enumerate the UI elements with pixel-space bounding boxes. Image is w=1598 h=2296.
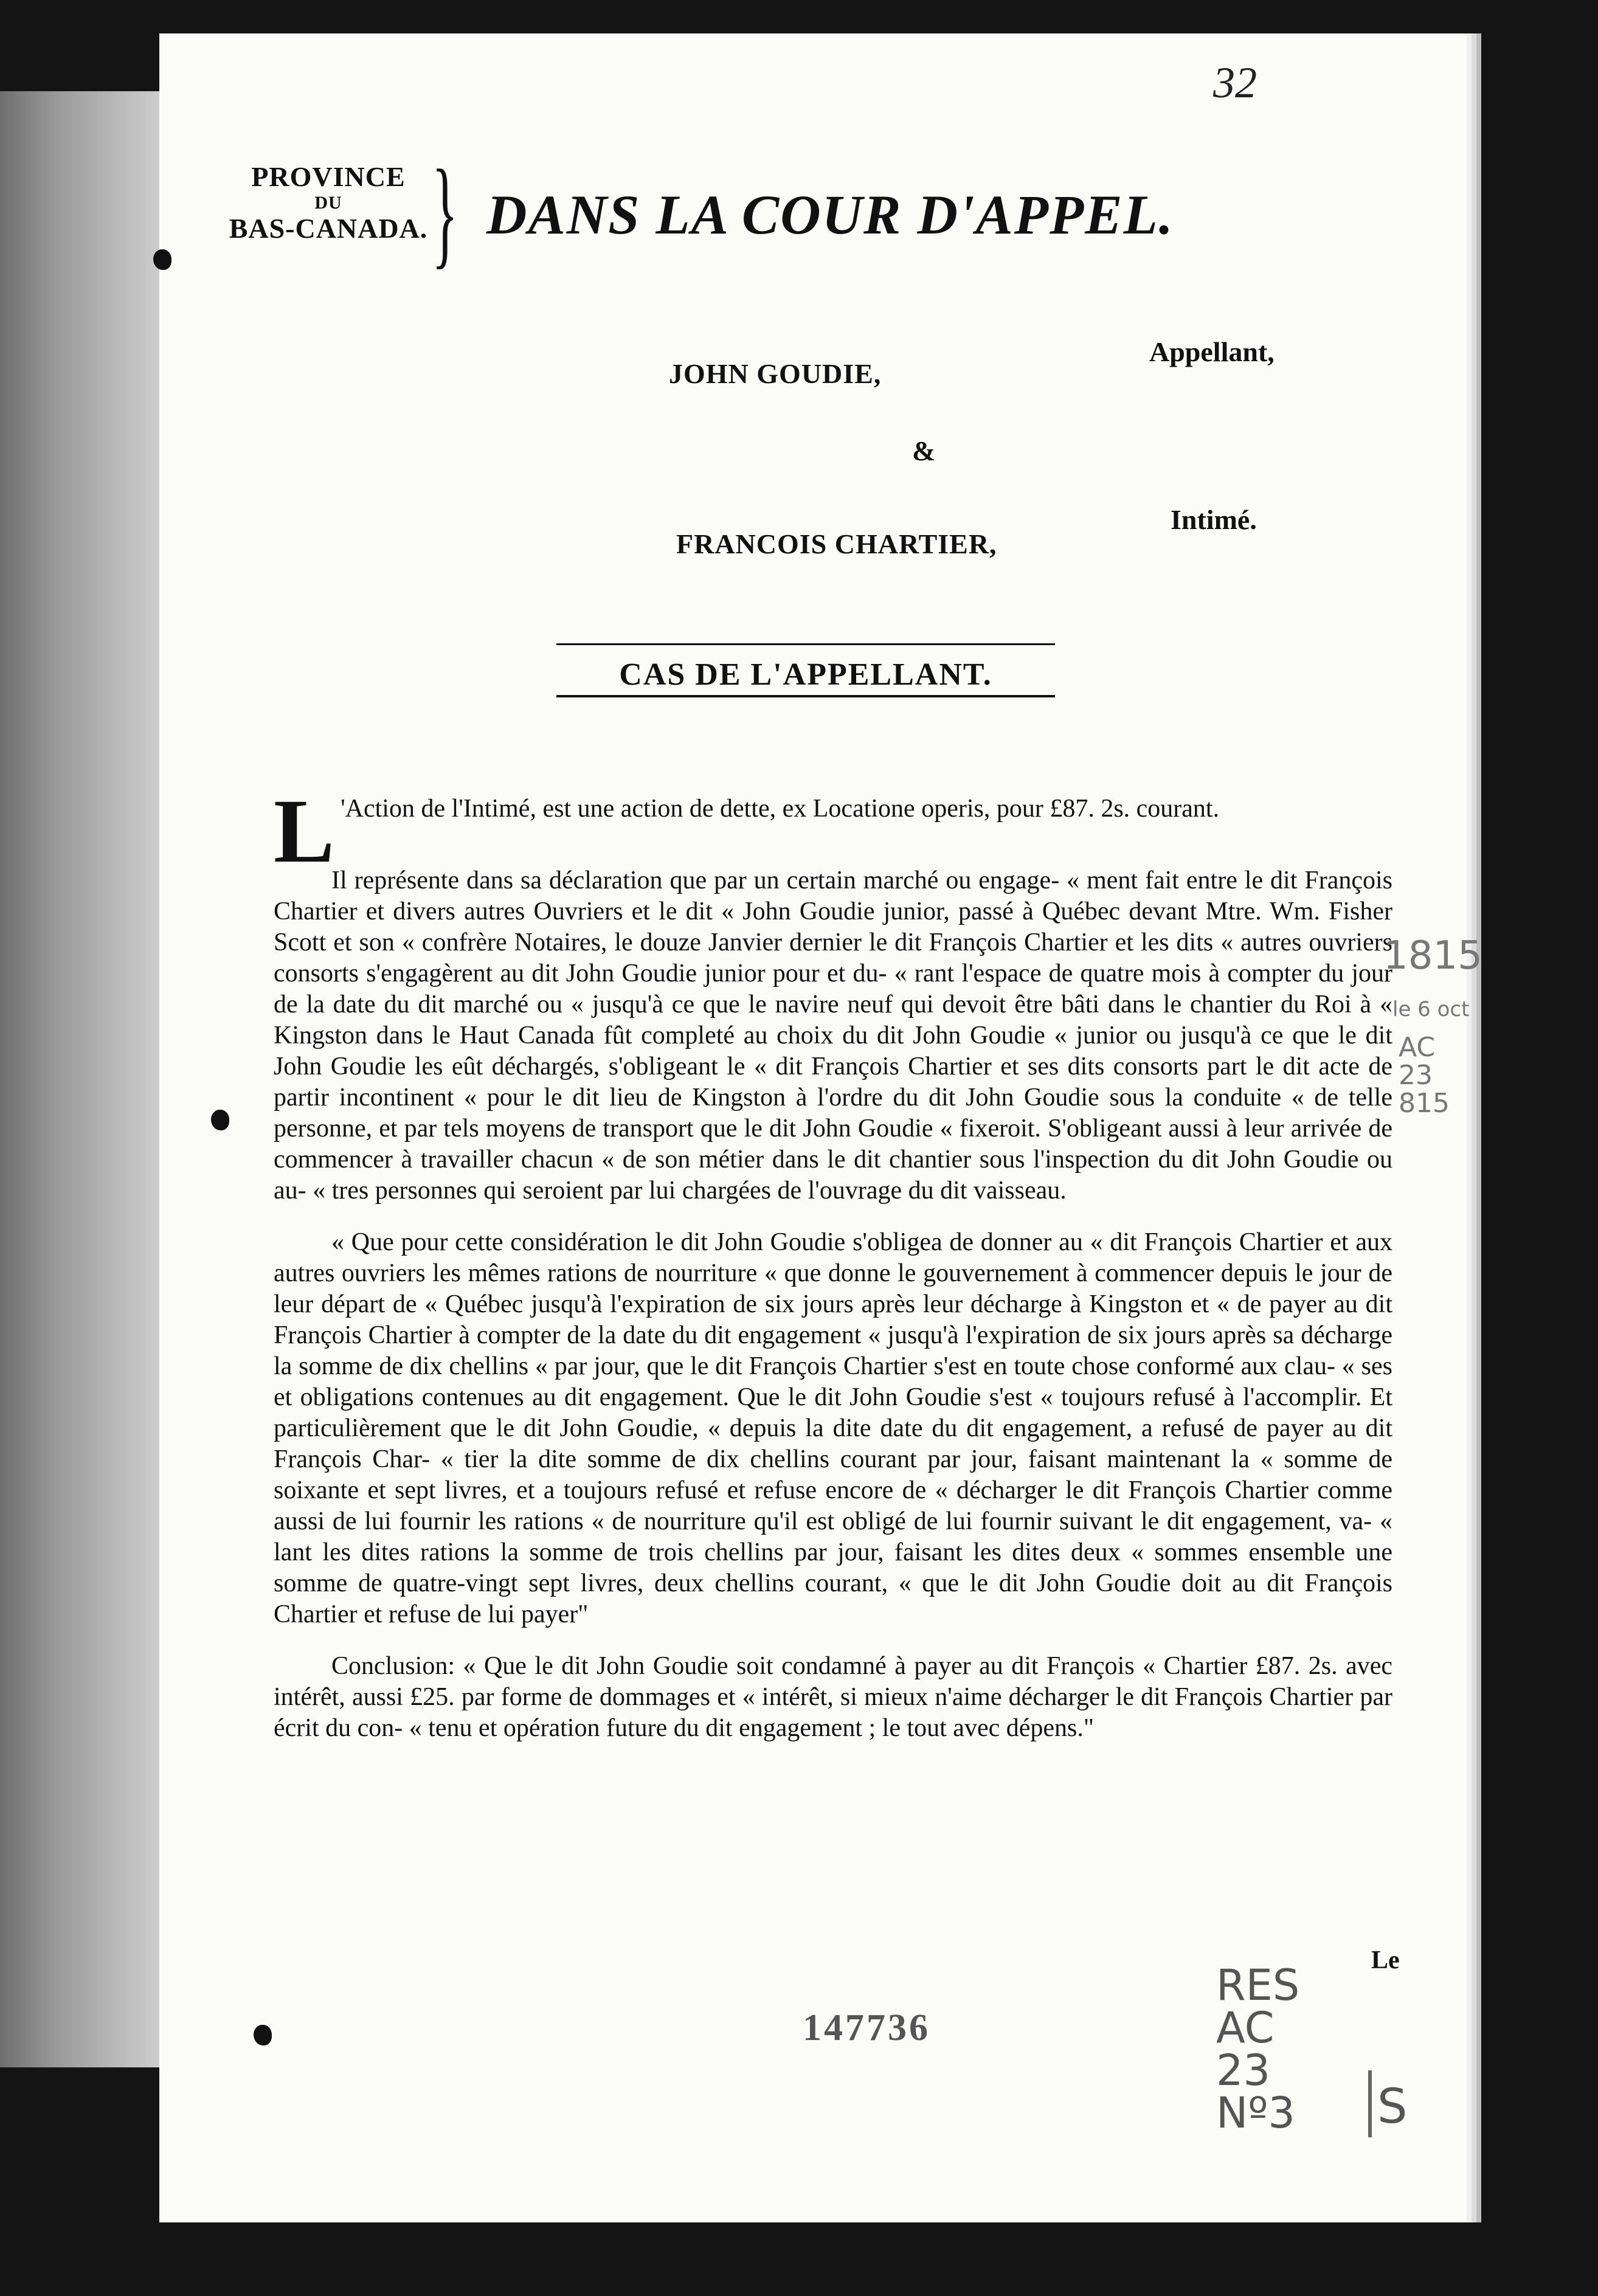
appellant-role: Appellant, xyxy=(1149,336,1275,367)
catchword: Le xyxy=(1371,1946,1400,1974)
respondent-name: FRANCOIS CHARTIER, xyxy=(676,528,997,559)
province-heading xyxy=(219,161,438,244)
paragraph-3: « Que pour cette considération le dit John Goudie s'obligea de donner au « dit François Chartier et aux autres ouvriers les mêmes rations de nourriture « que donne le gouvernement à commencer depuis le jour de leur départ de « Québec jusqu'à l'expiration de six jours après leur décharge à Kingston et « de payer au dit François Chartier à compter de la date du dit engagement « jusqu'à l'expiration de six jours après sa décharge la somme de dix chellins « par jour, que le dit François Chartier s'est en toute chose conformé aux clau- « ses et obligations contenues au dit engagement. Que le dit John Goudie s'est « toujours refusé à l'accomplir. Et particulièrement que le dit John Goudie, « depuis la dite date du dit engagement, a refusé de payer au dit François Char- « tier la dite somme de dix chellins courant par jour, faisant maintenant la « somme de soixante et sept livres, et a toujours refusé et refuse encore de « décharger le dit François Chartier comme aussi de lui fournir les rations « de nourriture qu'il est obligé de lui fournir suivant le dit engagement, va- « lant les dites rations la somme de trois chellins par jour, faisant les dites deux « sommes ensemble une somme de quatre-vingt sept livres, deux chellins courant, « que le dit John Goudie doit au dit François Chartier et refuse de lui payer" xyxy=(274,1228,1392,1628)
margin-note-small: le 6 oct xyxy=(1392,997,1470,1022)
margin-note-year: 1815 xyxy=(1383,933,1482,978)
corner-bracket xyxy=(1368,2070,1372,2137)
shelf-mark: RES AC 23 Nº3 xyxy=(1216,1960,1300,2138)
paragraph-4: Conclusion: « Que le dit John Goudie soit condamné à payer au dit François « Chartier £87. 2s. avec intérêt, aussi £25. par forme de dommages et « intérêt, si mieux n'aime décharger le dit François Chartier par écrit du con- « tenu et opération future du dit engagement ; le tout avec dépens." xyxy=(274,1652,1392,1742)
paragraph-1-text: 'Action de l'Intimé, est une action de dette, ex Locatione operis, pour £87. 2s. courant. xyxy=(341,795,1220,823)
paragraph-1 xyxy=(274,781,1392,882)
respondent-role: Intimé. xyxy=(1171,504,1257,535)
court-heading: DANS LA COUR D'APPEL. xyxy=(486,184,1174,246)
margin-note-code: AC 23 815 xyxy=(1399,1032,1450,1119)
ink-blot xyxy=(254,2025,272,2045)
title-top-rule xyxy=(556,643,1055,645)
drop-cap: L xyxy=(274,781,335,882)
section-title-text: CAS DE L'APPELLANT. xyxy=(619,657,992,692)
ink-blot xyxy=(153,249,171,270)
conjunction: & xyxy=(912,435,936,466)
title-bottom-rule xyxy=(556,695,1055,697)
corner-mark: S xyxy=(1377,2080,1408,2134)
province-line1: PROVINCE xyxy=(251,161,406,192)
paragraph-2: Il représente dans sa déclaration que par un certain marché ou engage- « ment fait entre le dit François Chartier et divers autres Ouvriers et le dit « John Goudie junior, passé à Québec devant Mtre. Wm. Fisher Scott et son « confrère Notaires, le douze Janvier dernier le dit François Chartier et les dits « autres ouvriers consorts s'engagèrent au dit John Goudie junior pour et du- « rant l'espace de quatre mois à compter du jour de la date du dit marché ou « jusqu'à ce que le navire neuf qui devoit être bâti dans le chantier du Roi à « Kingston dans le Haut Canada fût completé au choix du dit John Goudie « junior ou jusqu'à ce que le dit John Goudie les eût déchargés, s'obligeant le « dit François Chartier et ses dits consorts part le dit acte de partir incontinent « pour le dit lieu de Kingston à l'ordre du dit John Goudie sous la conduite « de telle personne, et par tels moyens de transport que le dit John Goudie « fixeroit. S'obligeant aussi à leur arrivée de commencer à travailler chacun « de son métier dans le dit chantier sous l'inspection du dit John Goudie ou au- « tres personnes qui seroient par lui chargées de l'ouvrage du dit vaisseau. xyxy=(274,866,1392,1205)
ink-blot xyxy=(211,1110,229,1130)
body-text xyxy=(274,781,1392,1765)
appellant-name: JOHN GOUDIE, xyxy=(669,358,882,389)
stamp-number: 147736 xyxy=(803,2007,930,2049)
book-binding xyxy=(0,91,164,2067)
province-line3: BAS-CANADA. xyxy=(229,213,428,244)
page-number: 32 xyxy=(1213,58,1257,107)
curly-brace: } xyxy=(432,145,458,280)
section-title xyxy=(556,657,1055,697)
province-line2: DU xyxy=(314,192,342,213)
